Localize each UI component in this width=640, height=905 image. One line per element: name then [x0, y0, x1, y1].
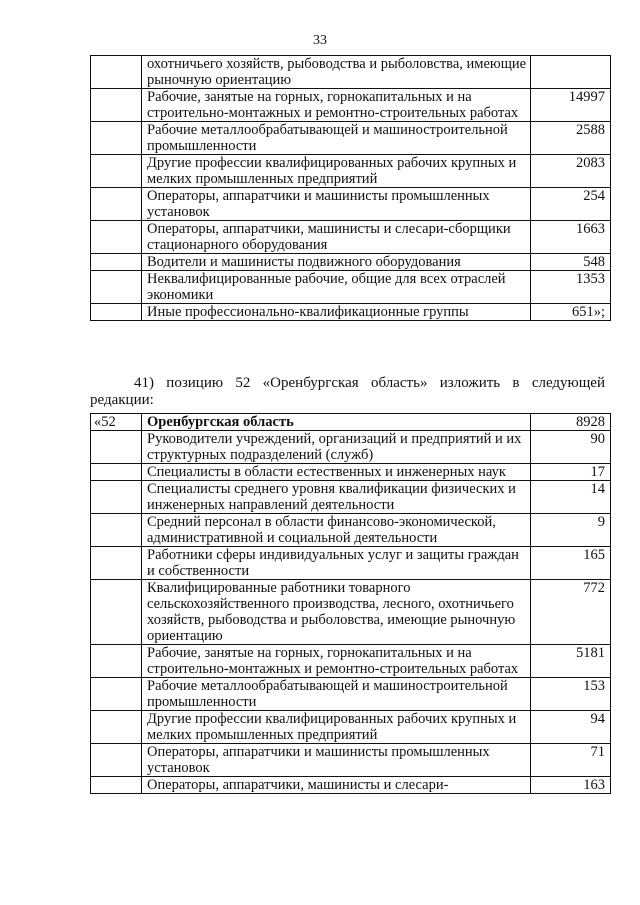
row-occupation-name: Водители и машинисты подвижного оборудования: [142, 254, 531, 271]
row-code: [91, 89, 142, 122]
table-row: [91, 744, 611, 777]
row-code: [91, 431, 142, 464]
table-row: [91, 580, 611, 645]
table-row: [91, 304, 611, 321]
row-code: «52: [91, 414, 142, 431]
row-code: [91, 547, 142, 580]
row-occupation-name: Операторы, аппаратчики и машинисты промышленных установок: [142, 188, 531, 221]
row-value: 8928: [531, 414, 611, 431]
amendment-paragraph: 41) позицию 52 «Оренбургская область» изложить в следующей редакции:: [90, 375, 605, 408]
row-value: 2588: [531, 122, 611, 155]
row-code: [91, 271, 142, 304]
row-value: 772: [531, 580, 611, 645]
row-code: [91, 777, 142, 794]
row-code: [91, 304, 142, 321]
orenburg-occupation-table: [90, 413, 611, 794]
table-row: [91, 711, 611, 744]
table-row: [91, 414, 611, 431]
row-occupation-name: Квалифицированные работники товарного сельскохозяйственного производства, лесного, охотничьего хозяйств, рыбоводства и рыболовства, имеющие рыночную ориентацию: [142, 580, 531, 645]
row-code: [91, 254, 142, 271]
table-row: [91, 155, 611, 188]
row-occupation-name: Средний персонал в области финансово-экономической, административной и социальной деятельности: [142, 514, 531, 547]
occupation-table-continued: [90, 55, 611, 321]
table-row: [91, 188, 611, 221]
row-occupation-name: Другие профессии квалифицированных рабочих крупных и мелких промышленных предприятий: [142, 155, 531, 188]
row-code: [91, 744, 142, 777]
row-value: 153: [531, 678, 611, 711]
row-occupation-name: Иные профессионально-квалификационные группы: [142, 304, 531, 321]
row-code: [91, 188, 142, 221]
row-value: 2083: [531, 155, 611, 188]
row-value: 5181: [531, 645, 611, 678]
row-code: [91, 464, 142, 481]
table-row: [91, 547, 611, 580]
row-value: 651»;: [531, 304, 611, 321]
row-code: [91, 711, 142, 744]
row-value: 254: [531, 188, 611, 221]
row-value: 17: [531, 464, 611, 481]
table-row: [91, 56, 611, 89]
table-row: [91, 678, 611, 711]
row-value: 90: [531, 431, 611, 464]
row-occupation-name: Рабочие, занятые на горных, горнокапитальных и на строительно-монтажных и ремонтно-строительных работах: [142, 89, 531, 122]
row-code: [91, 155, 142, 188]
table-row: [91, 514, 611, 547]
row-occupation-name: Операторы, аппаратчики, машинисты и слесари-сборщики стационарного оборудования: [142, 221, 531, 254]
row-value: 165: [531, 547, 611, 580]
row-occupation-name: Операторы, аппаратчики и машинисты промышленных установок: [142, 744, 531, 777]
row-code: [91, 580, 142, 645]
row-value: 71: [531, 744, 611, 777]
row-occupation-name: Неквалифицированные рабочие, общие для всех отраслей экономики: [142, 271, 531, 304]
row-code: [91, 122, 142, 155]
row-value: [531, 56, 611, 89]
table-row: [91, 221, 611, 254]
row-occupation-name: Работники сферы индивидуальных услуг и защиты граждан и собственности: [142, 547, 531, 580]
row-occupation-name: Рабочие металлообрабатывающей и машиностроительной промышленности: [142, 678, 531, 711]
row-occupation-name: Оренбургская область: [142, 414, 531, 431]
row-value: 14997: [531, 89, 611, 122]
row-occupation-name: Рабочие, занятые на горных, горнокапитальных и на строительно-монтажных и ремонтно-строительных работах: [142, 645, 531, 678]
table-row: [91, 481, 611, 514]
row-code: [91, 481, 142, 514]
row-code: [91, 221, 142, 254]
row-code: [91, 645, 142, 678]
row-occupation-name: Специалисты среднего уровня квалификации физических и инженерных направлений деятельности: [142, 481, 531, 514]
row-occupation-name: Другие профессии квалифицированных рабочих крупных и мелких промышленных предприятий: [142, 711, 531, 744]
page-number: 33: [313, 33, 327, 48]
table-row: [91, 431, 611, 464]
row-code: [91, 678, 142, 711]
row-code: [91, 56, 142, 89]
table-row: [91, 777, 611, 794]
row-occupation-name: Руководители учреждений, организаций и предприятий и их структурных подразделений (служб): [142, 431, 531, 464]
row-occupation-name: охотничьего хозяйств, рыбоводства и рыболовства, имеющие рыночную ориентацию: [142, 56, 531, 89]
table-row: [91, 254, 611, 271]
row-code: [91, 514, 142, 547]
row-value: 9: [531, 514, 611, 547]
row-value: 1353: [531, 271, 611, 304]
table-row: [91, 122, 611, 155]
row-value: 94: [531, 711, 611, 744]
row-value: 548: [531, 254, 611, 271]
row-value: 1663: [531, 221, 611, 254]
row-occupation-name: Операторы, аппаратчики, машинисты и слесари-: [142, 777, 531, 794]
table-row: [91, 464, 611, 481]
row-occupation-name: Специалисты в области естественных и инженерных наук: [142, 464, 531, 481]
row-occupation-name: Рабочие металлообрабатывающей и машиностроительной промышленности: [142, 122, 531, 155]
table-row: [91, 645, 611, 678]
table-row: [91, 271, 611, 304]
row-value: 163: [531, 777, 611, 794]
row-value: 14: [531, 481, 611, 514]
table-row: [91, 89, 611, 122]
